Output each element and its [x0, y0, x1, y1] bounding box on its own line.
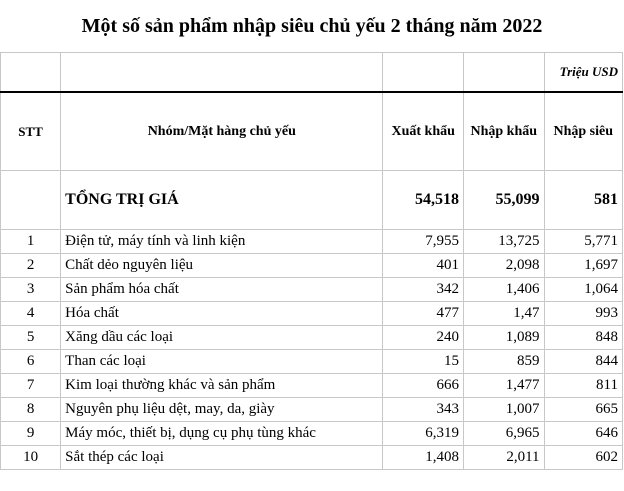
- unit-label: Triệu USD: [544, 53, 622, 93]
- table-row: [1, 422, 623, 446]
- row-import: 1,477: [463, 374, 544, 398]
- row-stt: 9: [1, 422, 61, 446]
- row-stt: 3: [1, 278, 61, 302]
- header-row: [1, 92, 623, 171]
- row-import: 1,47: [463, 302, 544, 326]
- row-name: Kim loại thường khác và sản phẩm: [61, 374, 383, 398]
- row-import: 1,007: [463, 398, 544, 422]
- header-import: Nhập khẩu: [463, 92, 544, 171]
- row-export: 1,408: [383, 446, 464, 470]
- row-stt: 8: [1, 398, 61, 422]
- unit-row: [1, 53, 623, 93]
- row-name: Hóa chất: [61, 302, 383, 326]
- row-import: 13,725: [463, 230, 544, 254]
- row-export: 6,319: [383, 422, 464, 446]
- row-stt: 10: [1, 446, 61, 470]
- row-import: 2,098: [463, 254, 544, 278]
- table-row: [1, 446, 623, 470]
- total-import: 55,099: [463, 171, 544, 230]
- row-name: Than các loại: [61, 350, 383, 374]
- row-name: Sản phẩm hóa chất: [61, 278, 383, 302]
- row-export: 666: [383, 374, 464, 398]
- row-stt: 7: [1, 374, 61, 398]
- row-name: Sắt thép các loại: [61, 446, 383, 470]
- row-deficit: 993: [544, 302, 622, 326]
- total-row: [1, 171, 623, 230]
- row-name: Xăng dầu các loại: [61, 326, 383, 350]
- row-deficit: 1,697: [544, 254, 622, 278]
- row-deficit: 848: [544, 326, 622, 350]
- table-row: [1, 278, 623, 302]
- row-deficit: 1,064: [544, 278, 622, 302]
- total-deficit: 581: [544, 171, 622, 230]
- row-export: 7,955: [383, 230, 464, 254]
- page-title: Một số sản phẩm nhập siêu chủ yếu 2 tháng năm 2022: [81, 15, 543, 37]
- row-import: 859: [463, 350, 544, 374]
- row-export: 401: [383, 254, 464, 278]
- row-deficit: 602: [544, 446, 622, 470]
- row-export: 15: [383, 350, 464, 374]
- header-deficit: Nhập siêu: [544, 92, 622, 171]
- row-name: Nguyên phụ liệu dệt, may, da, giày: [61, 398, 383, 422]
- total-label: TỔNG TRỊ GIÁ: [61, 171, 383, 230]
- table-row: [1, 374, 623, 398]
- row-deficit: 5,771: [544, 230, 622, 254]
- row-import: 1,406: [463, 278, 544, 302]
- header-name: Nhóm/Mặt hàng chủ yếu: [61, 92, 383, 171]
- table-row: [1, 398, 623, 422]
- row-stt: 2: [1, 254, 61, 278]
- row-export: 343: [383, 398, 464, 422]
- row-name: Máy móc, thiết bị, dụng cụ phụ tùng khác: [61, 422, 383, 446]
- row-import: 6,965: [463, 422, 544, 446]
- header-export: Xuất khẩu: [383, 92, 464, 171]
- table-row: [1, 326, 623, 350]
- row-name: Điện tử, máy tính và linh kiện: [61, 230, 383, 254]
- row-stt: 4: [1, 302, 61, 326]
- total-export: 54,518: [383, 171, 464, 230]
- row-export: 240: [383, 326, 464, 350]
- table-row: [1, 254, 623, 278]
- table-row: [1, 350, 623, 374]
- row-export: 342: [383, 278, 464, 302]
- row-deficit: 646: [544, 422, 622, 446]
- trade-deficit-table: [0, 52, 623, 470]
- row-name: Chất dẻo nguyên liệu: [61, 254, 383, 278]
- row-export: 477: [383, 302, 464, 326]
- table-row: [1, 302, 623, 326]
- row-deficit: 844: [544, 350, 622, 374]
- table-row: [1, 230, 623, 254]
- row-stt: 5: [1, 326, 61, 350]
- row-import: 1,089: [463, 326, 544, 350]
- row-deficit: 811: [544, 374, 622, 398]
- row-stt: 1: [1, 230, 61, 254]
- row-deficit: 665: [544, 398, 622, 422]
- row-stt: 6: [1, 350, 61, 374]
- row-import: 2,011: [463, 446, 544, 470]
- header-stt: STT: [1, 92, 61, 171]
